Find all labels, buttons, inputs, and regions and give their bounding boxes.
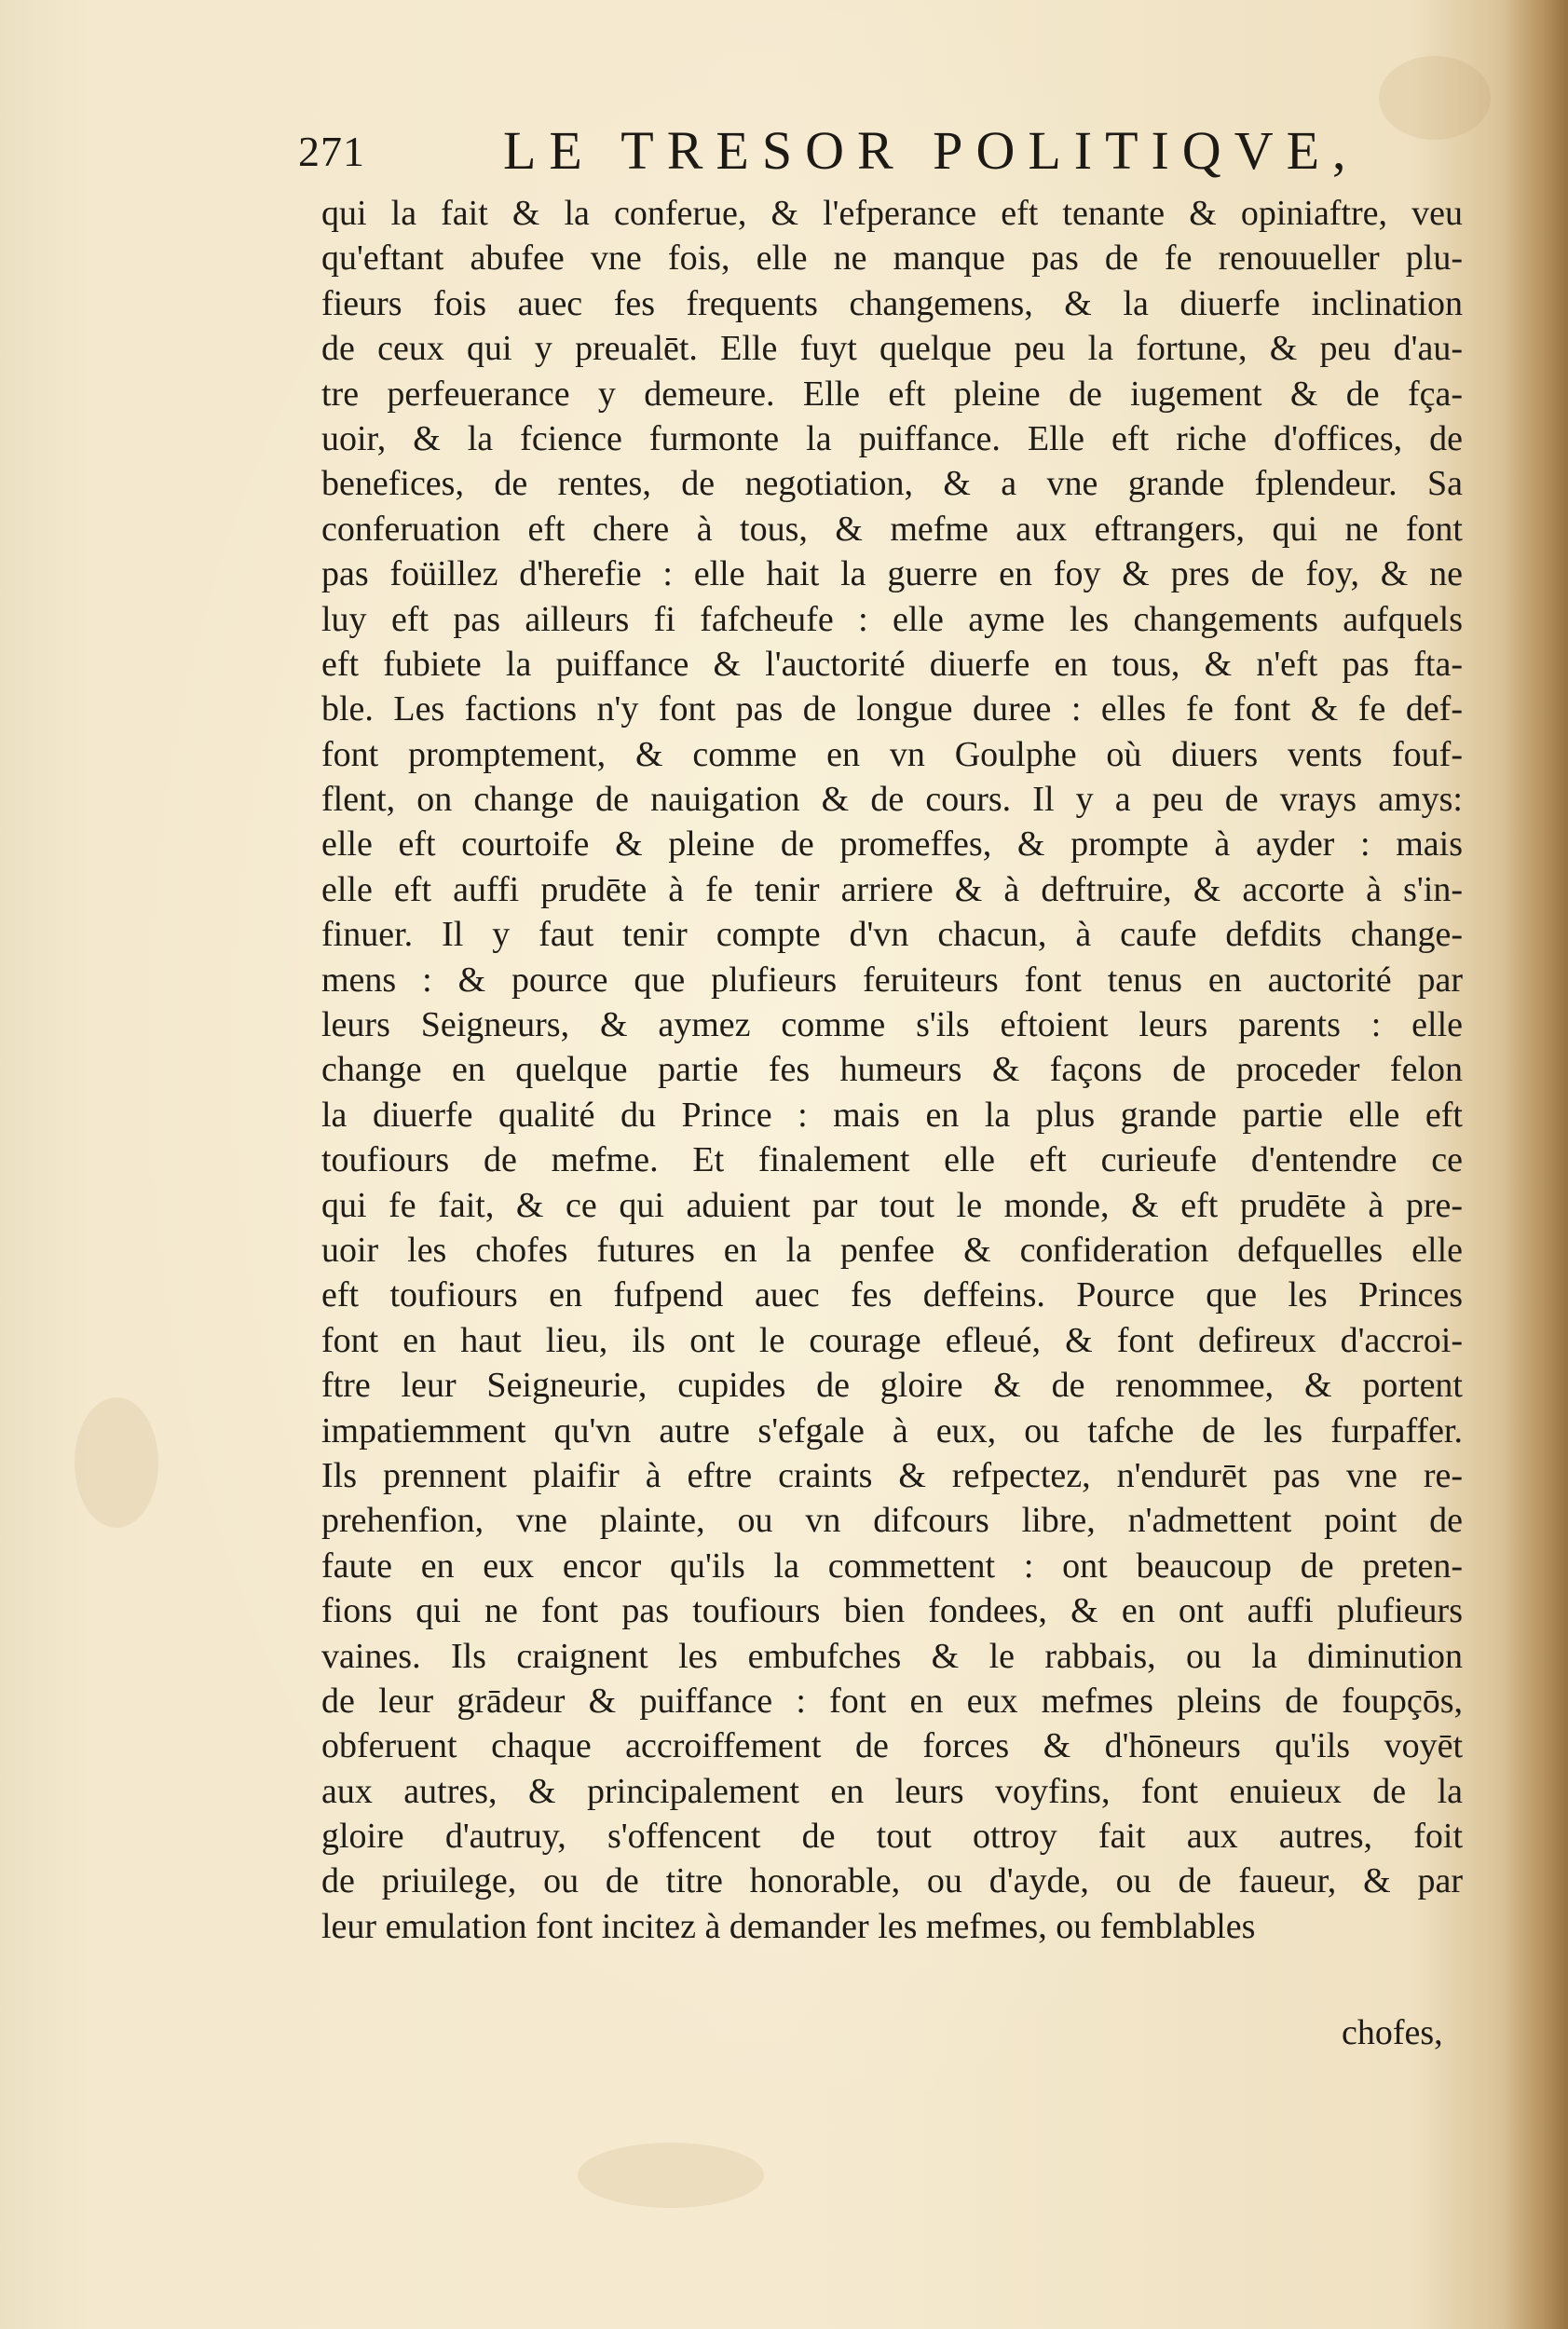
text-line: gloire d'autruy, s'offencent de tout ottroy fait aux autres, foit [321,1817,1463,1857]
text-line: uoir, & la fcience furmonte la puiffance. Elle eft riche d'offices, de [321,418,1463,458]
text-line: ble. Les factions n'y font pas de longue duree : elles fe font & fe def- [321,689,1463,729]
text-line: pas foüillez d'herefie : elle hait la guerre en foy & pres de foy, & ne [321,554,1463,594]
text-line: ftre leur Seigneurie, cupides de gloire & de renommee, & portent [321,1366,1463,1406]
text-line: benefices, de rentes, de negotiation, & a vne grande fplendeur. Sa [321,464,1463,504]
text-line: prehenfion, vne plainte, ou vn difcours libre, n'admettent point de [321,1501,1463,1541]
text-line: luy eft pas ailleurs fi fafcheufe : elle ayme les changements aufquels [321,599,1463,639]
text-line: Ils prennent plaifir à eftre craints & refpectez, n'endurēt pas vne re- [321,1455,1463,1495]
text-line: change en quelque partie fes humeurs & façons de proceder felon [321,1050,1463,1090]
text-line: de leur grādeur & puiffance : font en eux mefmes pleins de foupçōs, [321,1681,1463,1721]
running-title: LE TRESOR POLITIQVE, [503,120,1359,181]
text-line: impatiemment qu'vn autre s'efgale à eux, ou tafche de les furpaffer. [321,1410,1463,1451]
text-line: qui la fait & la conferue, & l'efperance eft tenante & opiniaftre, veu [321,194,1463,233]
body-text [321,191,1463,1949]
text-line: toufiours de mefme. Et finalement elle eft curieufe d'entendre ce [321,1140,1463,1180]
text-line: eft fubiete la puiffance & l'auctorité diuerfe en tous, & n'eft pas fta- [321,644,1463,684]
text-line: font en haut lieu, ils ont le courage efleué, & font defireux d'accroi- [321,1320,1463,1360]
page-header [298,119,1472,184]
text-line: aux autres, & principalement en leurs voyfins, font enuieux de la [321,1771,1463,1811]
text-line: uoir les chofes futures en la penfee & confideration defquelles elle [321,1230,1463,1270]
text-line: qu'eftant abufee vne fois, elle ne manque pas de fe renouueller plu- [321,238,1463,279]
binding-shadow [1503,0,1568,2329]
text-line: elle eft auffi prudēte à fe tenir arriere & à deftruire, & accorte à s'in- [321,869,1463,909]
paper-stain [75,1397,158,1528]
text-line: la diuerfe qualité du Prince : mais en la plus grande partie elle eft [321,1095,1463,1135]
text-line: de priuilege, ou de titre honorable, ou d'ayde, ou de faueur, & par [321,1861,1463,1901]
text-line: faute en eux encor qu'ils la commettent : ont beaucoup de preten- [321,1546,1463,1586]
text-line: tre perfeuerance y demeure. Elle eft pleine de iugement & de fça- [321,374,1463,414]
text-line: leurs Seigneurs, & aymez comme s'ils eftoient leurs parents : elle [321,1005,1463,1045]
text-line: obferuent chaque accroiffement de forces & d'hōneurs qu'ils voyēt [321,1726,1463,1766]
text-line: leur emulation font incitez à demander les mefmes, ou femblables [321,1906,1256,1946]
paper-stain [578,2143,764,2208]
text-line: conferuation eft chere à tous, & mefme aux eftrangers, qui ne font [321,509,1463,549]
text-line: vaines. Ils craignent les embufches & le rabbais, ou la diminution [321,1636,1463,1676]
text-line: de ceux qui y preualēt. Elle fuyt quelque peu la fortune, & peu d'au- [321,329,1463,369]
text-line: fions qui ne font pas toufiours bien fondees, & en ont auffi plufieurs [321,1591,1463,1631]
text-line: finuer. Il y faut tenir compte d'vn chacun, à caufe defdits change- [321,915,1463,955]
text-line: font promptement, & comme en vn Goulphe où diuers vents fouf- [321,734,1463,774]
page-number: 271 [298,128,365,175]
text-line: mens : & pource que plufieurs feruiteurs font tenus en auctorité par [321,960,1463,1000]
text-line: flent, on change de nauigation & de cours. Il y a peu de vrays amys: [321,780,1463,820]
catchword: chofes, [1342,2013,1443,2052]
text-line: elle eft courtoife & pleine de promeffes, & prompte à ayder : mais [321,824,1463,865]
text-line: fieurs fois auec fes frequents changemens, & la diuerfe inclination [321,283,1463,323]
text-line: qui fe fait, & ce qui aduient par tout le monde, & eft prudēte à pre- [321,1185,1463,1225]
text-line: eft toufiours en fufpend auec fes deffeins. Pource que les Princes [321,1275,1463,1315]
